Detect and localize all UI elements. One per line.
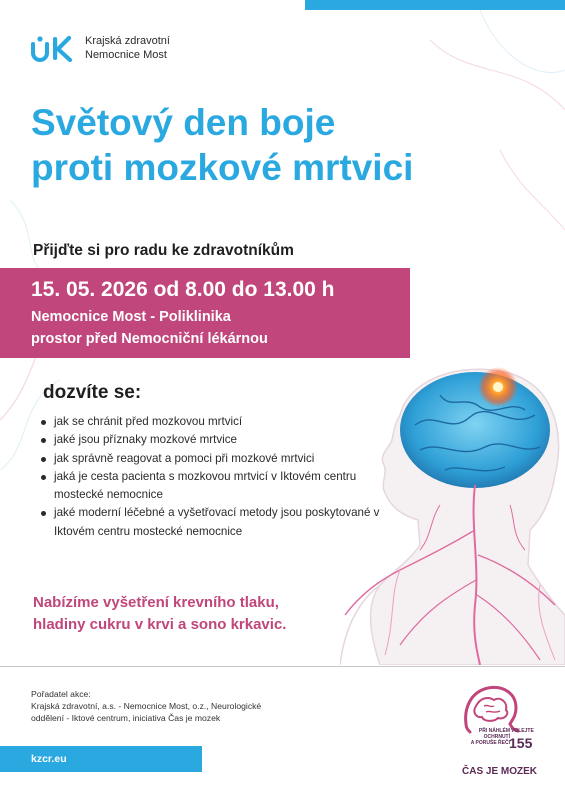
learn-item: jak se chránit před mozkovou mrtvicí — [40, 413, 385, 431]
offer-line2: hladiny cukru v krvi a sono krkavic. — [33, 616, 287, 633]
website-url[interactable]: kzcr.eu — [31, 753, 67, 765]
logo-line2: Nemocnice Most — [85, 49, 167, 61]
campaign-logo — [448, 684, 538, 784]
campaign-small-line3: A PORUŠE ŘEČI — [470, 740, 510, 747]
event-place-line1: Nemocnice Most - Poliklinika — [31, 309, 231, 325]
hospital-logo — [29, 34, 170, 62]
logo-line1: Krajská zdravotní — [85, 35, 170, 47]
campaign-slogan: ČAS JE MOZEK — [462, 766, 538, 777]
top-accent-bar — [305, 0, 565, 10]
learn-list — [40, 413, 385, 541]
learn-item: jak správně reagovat a pomoci při mozkové mrtvici — [40, 450, 385, 468]
learn-item: jaké jsou příznaky mozkové mrtvice — [40, 431, 385, 449]
subtitle: Přijďte si pro radu ke zdravotníkům — [33, 242, 294, 259]
campaign-emergency-number: 155 — [509, 735, 533, 751]
campaign-call-label: VOLEJTE — [511, 728, 534, 734]
event-place-line2: prostor před Nemocniční lékárnou — [31, 331, 268, 347]
event-info-box — [0, 268, 410, 358]
campaign-small-text — [455, 728, 510, 747]
learn-item: jaká je cesta pacienta s mozkovou mrtvicí v Iktovém centru mostecké nemocnice — [40, 468, 385, 505]
title-line1: Světový den boje — [31, 102, 336, 143]
learn-heading: dozvíte se: — [43, 382, 142, 403]
learn-item: jaké moderní léčebné a vyšetřovací metody jsou poskytované v Iktovém centru mostecké nemocnice — [40, 504, 385, 541]
website-link[interactable] — [0, 746, 202, 772]
event-date-time: 15. 05. 2026 od 8.00 do 13.00 h — [31, 278, 335, 301]
offer-line1: Nabízíme vyšetření krevního tlaku, — [33, 594, 279, 611]
organizer-line2: oddělení - Iktové centrum, iniciativa Čas je mozek — [31, 713, 221, 723]
kz-logo-icon — [29, 34, 77, 62]
organizer-line1: Krajská zdravotní, a.s. - Nemocnice Most, o.z., Neurologické — [31, 701, 262, 711]
footer-divider — [0, 666, 565, 667]
organizer-info — [31, 688, 321, 724]
page-title — [31, 100, 551, 190]
logo-text — [85, 34, 170, 62]
offer-text — [33, 592, 353, 636]
campaign-small-line1: PŘI NÁHLÉM — [478, 728, 510, 734]
campaign-small-line2: OCHRNUTÍ — [483, 734, 510, 741]
organizer-label: Pořadatel akce: — [31, 689, 91, 699]
title-line2: proti mozkové mrtvici — [31, 147, 414, 188]
